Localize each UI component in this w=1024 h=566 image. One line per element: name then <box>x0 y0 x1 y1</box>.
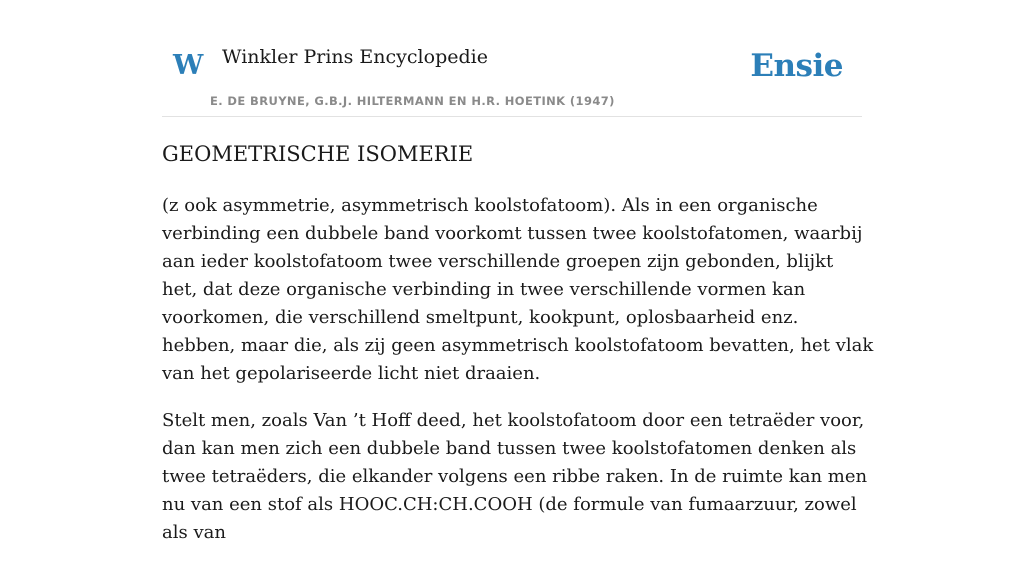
ensie-logo[interactable]: Ensie <box>750 48 843 84</box>
entry-title: GEOMETRISCHE ISOMERIE <box>162 142 474 166</box>
entry-paragraph: Stelt men, zoals Van ’t Hoff deed, het koolstofatoom door een tetraëder voor, dan kan men zich een dubbele band tussen twee koolstofatomen denken als twee tetraëders, die elkander volgens een ribbe raken. In de ruimte kan men nu van een stof als HOOC.CH:CH.COOH (de formule van fumaarzuur, zowel als van <box>162 410 868 543</box>
entry-paragraph: (z ook asymmetrie, asymmetrisch koolstofatoom). Als in een organische verbinding een dubbele band voorkomt tussen twee koolstofatomen, waarbij aan ieder koolstofatoom twee verschillende groepen zijn gebonden, blijkt het, dat deze organische verbinding in twee verschillende vormen kan voorkomen, die verschillend smeltpunt, kookpunt, oplosbaarheid enz. hebben, maar die, als zij geen asymmetrisch koolstofatoom bevatten, het vlak van het gepolariseerde licht niet draaien. <box>162 195 874 384</box>
entry-body <box>162 192 874 566</box>
page <box>162 0 874 543</box>
source-authors: E. DE BRUYNE, G.B.J. HILTERMANN EN H.R. HOETINK (1947) <box>210 94 615 108</box>
source-title-link[interactable]: Winkler Prins Encyclopedie <box>222 46 488 68</box>
site-header <box>162 0 862 117</box>
w-logo-icon[interactable]: W <box>173 50 204 81</box>
